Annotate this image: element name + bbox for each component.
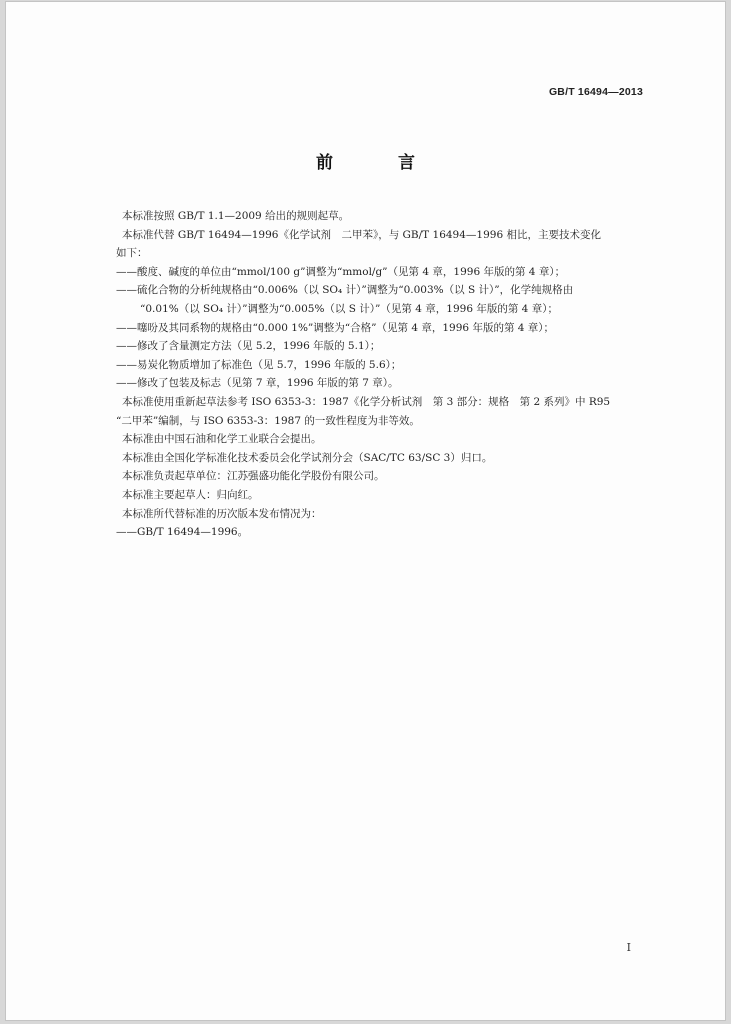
page-number: I [626, 941, 631, 954]
text-line: 本标准使用重新起草法参考 ISO 6353-3：1987《化学分析试剂 第 3 部分：规格 第 2 系列》中 R95 [122, 395, 611, 408]
text-line: 本标准按照 GB/T 1.1—2009 给出的规则起草。 [122, 210, 350, 222]
preface-body [116, 207, 658, 542]
list-item: ——GB/T 16494—1996。 [116, 526, 249, 539]
text-line: 本标准代替 GB/T 16494—1996《化学试剂 二甲苯》，与 GB/T 16494—1996 相比，主要技术变化 [122, 228, 601, 241]
text-line: 如下： [116, 247, 148, 260]
list-item: ——硫化合物的分析纯规格由“0.006%（以 SO₄ 计）”调整为“0.003%（以 S 计）”，化学纯规格由 [116, 284, 574, 297]
text-line: 本标准由中国石油和化学工业联合会提出。 [122, 433, 322, 446]
text-line: 本标准由全国化学标准化技术委员会化学试剂分会（SAC/TC 63/SC 3）归口。 [122, 451, 493, 464]
list-item: ——易炭化物质增加了标准色（见 5.7，1996 年版的 5.6）； [116, 358, 402, 371]
text-line: 本标准负责起草单位：江苏强盛功能化学股份有限公司。 [122, 470, 385, 483]
list-item: ——噻吩及其同系物的规格由“0.000 1%”调整为“合格”（见第 4 章，1996 年版的第 4 章）； [116, 321, 555, 334]
text-line: “二甲苯”编制，与 ISO 6353-3：1987 的一致性程度为非等效。 [116, 414, 420, 427]
list-item: ——修改了包装及标志（见第 7 章，1996 年版的第 7 章）。 [116, 377, 399, 390]
list-item-continuation: “0.01%（以 SO₄ 计）”调整为“0.005%（以 S 计）”（见第 4 章，1996 年版的第 4 章）； [140, 302, 558, 315]
page-title: 前 言 [316, 153, 439, 173]
document-page [6, 2, 725, 1020]
text-line: 本标准所代替标准的历次版本发布情况为： [122, 507, 322, 520]
list-item: ——修改了含量测定方法（见 5.2，1996 年版的 5.1）； [116, 340, 381, 353]
standard-code: GB/T 16494—2013 [548, 86, 643, 98]
list-item: ——酸度、碱度的单位由“mmol/100 g”调整为“mmol/g”（见第 4 章，1996 年版的第 4 章）； [116, 265, 566, 278]
text-line: 本标准主要起草人：归向红。 [122, 488, 259, 501]
